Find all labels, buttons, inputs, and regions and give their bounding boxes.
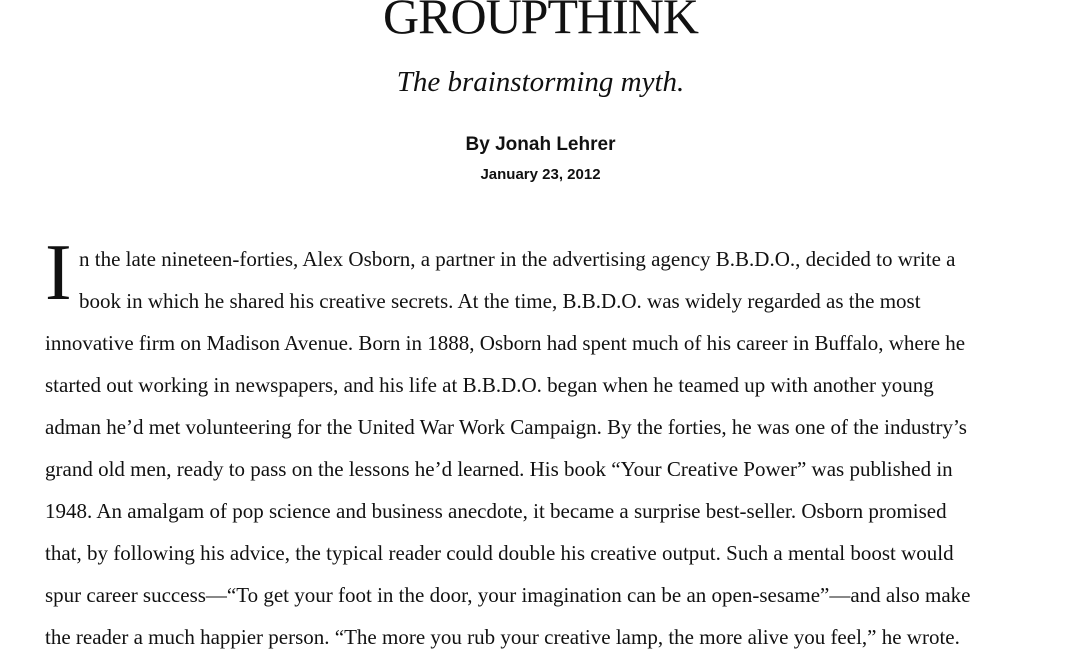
body-line: adman he’d met volunteering for the United War Work Campaign. By the forties, he was one of the industry’s (45, 415, 967, 439)
body-line: spur career success—“To get your foot in the door, your imagination can be an open-sesame”—and also make (45, 583, 971, 607)
article-dek: The brainstorming myth. (396, 66, 685, 98)
publish-date: January 23, 2012 (480, 166, 601, 183)
body-line: grand old men, ready to pass on the lessons he’d learned. His book “Your Creative Power” was published in (45, 457, 953, 481)
body-line: n the late nineteen-forties, Alex Osborn, a partner in the advertising agency B.B.D.O., decided to write a (79, 247, 956, 271)
drop-cap: I (45, 229, 72, 317)
article-title: GROUPTHINK (383, 0, 698, 44)
body-line: 1948. An amalgam of pop science and business anecdote, it became a surprise best-seller. Osborn promised (45, 499, 947, 523)
body-line: the reader a much happier person. “The more you rub your creative lamp, the more alive you feel,” he wrote. (45, 625, 960, 649)
body-line: started out working in newspapers, and his life at B.B.D.O. began when he teamed up with another young (45, 373, 934, 397)
article-body (45, 229, 1045, 658)
body-line: book in which he shared his creative secrets. At the time, B.B.D.O. was widely regarded as the most (79, 289, 921, 313)
body-line: that, by following his advice, the typical reader could double his creative output. Such a mental boost would (45, 541, 954, 565)
body-line: innovative firm on Madison Avenue. Born in 1888, Osborn had spent much of his career in Buffalo, where he (45, 331, 966, 355)
author-byline[interactable]: By Jonah Lehrer (465, 134, 616, 155)
